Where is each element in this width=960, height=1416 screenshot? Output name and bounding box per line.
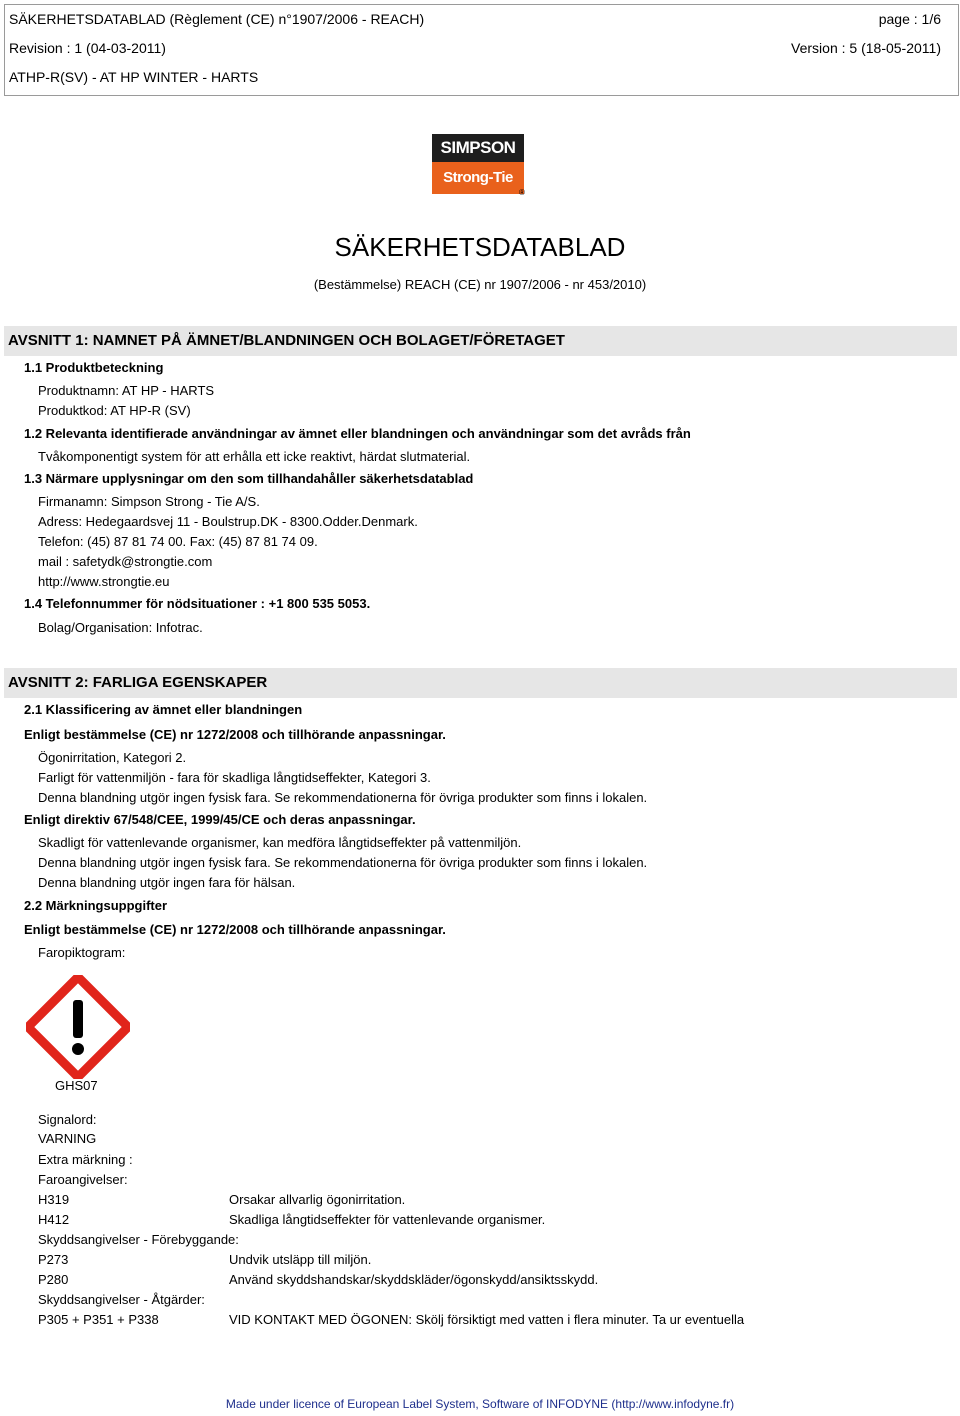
s1-4-heading: 1.4 Telefonnummer för nödsituationer : +1 800 535 5053. [24, 596, 371, 611]
s1-1-heading: 1.1 Produktbeteckning [24, 360, 164, 375]
hazard-text: Skadliga långtidseffekter för vattenlevande organismer. [229, 1212, 546, 1227]
hazard-code: H412 [38, 1212, 70, 1227]
signal-word-value: VARNING [38, 1131, 97, 1146]
hazard-statements-label: Faroangivelser: [38, 1172, 128, 1187]
hazard-code: H319 [38, 1192, 70, 1207]
version: Version : 5 (18-05-2011) [791, 40, 941, 56]
product-name: Produktnamn: AT HP - HARTS [38, 383, 215, 398]
logo-line1: SIMPSON [432, 134, 524, 162]
company-address: Adress: Hedegaardsvej 11 - Boulstrup.DK - 8300.Odder.Denmark. [38, 514, 418, 529]
classification-line: Farligt för vattenmiljön - fara för skadliga långtidseffekter, Kategori 3. [38, 770, 431, 785]
company-website: http://www.strongtie.eu [38, 574, 170, 589]
pictogram-label: Faropiktogram: [38, 945, 126, 960]
logo-line2: Strong-Tie [432, 162, 524, 194]
classification-line: Denna blandning utgör ingen fysisk fara. Se rekommendationerna för övriga produkter som finns i lokalen. [38, 790, 648, 805]
simpson-strongtie-logo [432, 134, 528, 200]
document-title: SÄKERHETSDATABLAD [334, 232, 626, 262]
use-description: Tvåkomponentigt system för att erhålla ett icke reaktivt, härdat slutmaterial. [38, 449, 471, 464]
hazard-text: Orsakar allvarlig ögonirritation. [229, 1192, 406, 1207]
prevention-text: Använd skyddshandskar/skyddskläder/ögonskydd/ansiktsskydd. [229, 1272, 599, 1287]
regulation-1272-labeling: Enligt bestämmelse (CE) nr 1272/2008 och tillhörande anpassningar. [24, 922, 446, 937]
product-code: Produktkod: AT HP-R (SV) [38, 403, 191, 418]
directive-line: Skadligt för vattenlevande organismer, kan medföra långtidseffekter på vattenmiljön. [38, 835, 522, 850]
footer-credit: Made under licence of European Label System, Software of INFODYNE (http://www.infodyne.fr) [225, 1397, 735, 1411]
response-code: P305 + P351 + P338 [38, 1312, 159, 1327]
company-name: Firmanamn: Simpson Strong - Tie A/S. [38, 494, 260, 509]
prevention-text: Undvik utsläpp till miljön. [229, 1252, 372, 1267]
section-1-heading: AVSNITT 1: NAMNET PÅ ÄMNET/BLANDNINGEN OCH BOLAGET/FÖRETAGET [4, 326, 957, 356]
section-2-heading: AVSNITT 2: FARLIGA EGENSKAPER [4, 668, 957, 698]
directive-67-548: Enligt direktiv 67/548/CEE, 1999/45/CE och deras anpassningar. [24, 812, 416, 827]
ghs-code: GHS07 [55, 1078, 98, 1093]
company-mail: mail : safetydk@strongtie.com [38, 554, 213, 569]
prevention-code: P273 [38, 1252, 69, 1267]
organisation: Bolag/Organisation: Infotrac. [38, 620, 203, 635]
logo-registered-mark: ® [519, 188, 525, 197]
revision: Revision : 1 (04-03-2011) [9, 40, 166, 56]
page-number: page : 1/6 [878, 11, 941, 27]
company-phone: Telefon: (45) 87 81 74 00. Fax: (45) 87 81 74 09. [38, 534, 318, 549]
document-subtitle: (Bestämmelse) REACH (CE) nr 1907/2006 - nr 453/2010) [313, 277, 647, 292]
classification-line: Ögonirritation, Kategori 2. [38, 750, 187, 765]
prevention-code: P280 [38, 1272, 69, 1287]
directive-line: Denna blandning utgör ingen fysisk fara. Se rekommendationerna för övriga produkter som finns i lokalen. [38, 855, 648, 870]
regulation-1272: Enligt bestämmelse (CE) nr 1272/2008 och tillhörande anpassningar. [24, 727, 446, 742]
prevention-label: Skyddsangivelser - Förebyggande: [38, 1232, 239, 1247]
s2-1-heading: 2.1 Klassificering av ämnet eller blandningen [24, 702, 303, 717]
signal-word-label: Signalord: [38, 1112, 97, 1127]
response-label: Skyddsangivelser - Åtgärder: [38, 1292, 205, 1307]
response-text: VID KONTAKT MED ÖGONEN: Skölj försiktigt med vatten i flera minuter. Ta ur eventuella [229, 1312, 745, 1327]
document-header [4, 4, 959, 96]
exclamation-mark-diamond-icon [26, 975, 130, 1079]
extra-labeling-label: Extra märkning : [38, 1152, 133, 1167]
s1-2-heading: 1.2 Relevanta identifierade användningar av ämnet eller blandningen och användningar som det avråds från [24, 426, 691, 441]
s2-2-heading: 2.2 Märkningsuppgifter [24, 898, 168, 913]
s1-3-heading: 1.3 Närmare upplysningar om den som tillhandahåller säkerhetsdatablad [24, 471, 474, 486]
directive-line: Denna blandning utgör ingen fara för hälsan. [38, 875, 296, 890]
header-product-code: ATHP-R(SV) - AT HP WINTER - HARTS [9, 69, 259, 85]
header-regulation: SÄKERHETSDATABLAD (Règlement (CE) n°1907/2006 - REACH) [9, 11, 425, 27]
